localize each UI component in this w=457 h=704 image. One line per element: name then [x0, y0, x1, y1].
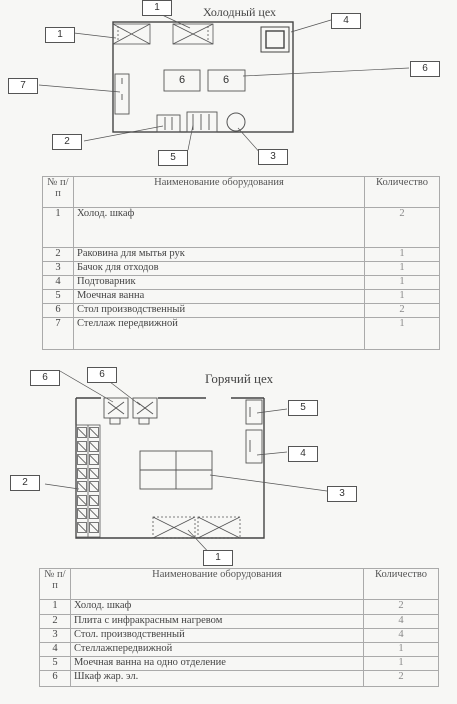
hot-table-body	[40, 600, 439, 687]
burner-icon	[89, 454, 99, 465]
burner-icon	[89, 495, 99, 506]
burner-icon	[77, 508, 87, 519]
cell-num: 2	[40, 615, 71, 629]
cell-name: Подтоварник	[74, 276, 365, 290]
cell-name: Раковина для мытья рук	[74, 248, 365, 262]
cell-qty: 2	[364, 671, 439, 687]
hot-oven-6b	[133, 398, 157, 424]
burner-icon	[77, 468, 87, 479]
cold-callout-4: 4	[331, 13, 361, 29]
cell-num: 4	[40, 643, 71, 657]
burner-icon	[77, 495, 87, 506]
table-row	[43, 248, 440, 262]
hot-fridges-1	[153, 517, 240, 538]
table-row	[43, 318, 440, 350]
hot-callout-5: 5	[288, 400, 318, 416]
table-row	[40, 629, 439, 643]
cell-num: 3	[43, 262, 74, 276]
col-num-header: № п/п	[40, 569, 71, 600]
cell-name: Стол. производственный	[71, 629, 364, 643]
cell-qty: 4	[364, 629, 439, 643]
hot-callout-1: 1	[203, 550, 233, 566]
col-name-header: Наименование оборудования	[71, 569, 364, 600]
cell-name: Холод. шкаф	[74, 208, 365, 248]
burner-icon	[89, 508, 99, 519]
table-row	[43, 262, 440, 276]
hot-stove-burners	[76, 426, 100, 536]
cold-pallet-4	[261, 27, 289, 52]
cell-num: 1	[43, 208, 74, 248]
hot-callout-2: 2	[10, 475, 40, 491]
cell-name: Бачок для отходов	[74, 262, 365, 276]
hot-callout-3: 3	[327, 486, 357, 502]
cell-qty: 4	[364, 615, 439, 629]
cell-num: 5	[40, 657, 71, 671]
cold-callout-6: 6	[410, 61, 440, 77]
col-name-header: Наименование оборудования	[74, 177, 365, 208]
table-header-row	[43, 177, 440, 208]
hot-callout-4: 4	[288, 446, 318, 462]
cell-qty: 1	[365, 276, 440, 290]
table-row	[40, 643, 439, 657]
cell-qty: 1	[365, 290, 440, 304]
cold-equipment-table	[42, 176, 440, 350]
col-num-header: № п/п	[43, 177, 74, 208]
hot-shop-title: Горячий цех	[205, 371, 274, 386]
cold-callout-2: 2	[52, 134, 82, 150]
cell-num: 5	[43, 290, 74, 304]
cold-sink-2	[157, 115, 180, 132]
cell-name: Холод. шкаф	[71, 600, 364, 615]
cold-callout-3: 3	[258, 149, 288, 165]
cell-name: Стол производственный	[74, 304, 365, 318]
hot-rack-4	[246, 430, 262, 463]
cell-qty: 1	[365, 262, 440, 276]
hot-oven-6a	[104, 398, 128, 424]
cell-num: 2	[43, 248, 74, 262]
cell-name: Моечная ванна	[74, 290, 365, 304]
col-qty-header: Количество	[365, 177, 440, 208]
cold-table-label-6a: 6	[178, 74, 186, 86]
burner-icon	[89, 427, 99, 438]
hot-callout-6a: 6	[30, 370, 60, 386]
cold-fridge-left	[113, 24, 150, 44]
cell-num: 6	[43, 304, 74, 318]
table-row	[40, 615, 439, 629]
table-row	[43, 290, 440, 304]
cold-callout-5: 5	[158, 150, 188, 166]
cold-fridge-right	[173, 24, 213, 44]
cell-qty: 1	[365, 248, 440, 262]
table-row	[43, 276, 440, 290]
burner-icon	[77, 522, 87, 533]
cell-num: 1	[40, 600, 71, 615]
cell-qty: 1	[365, 318, 440, 350]
cell-num: 7	[43, 318, 74, 350]
col-qty-header: Количество	[364, 569, 439, 600]
cell-name: Моечная ванна на одно отделение	[71, 657, 364, 671]
table-row	[40, 657, 439, 671]
cold-callout-1b: 1	[142, 0, 172, 16]
burner-icon	[77, 441, 87, 452]
cell-qty: 2	[365, 304, 440, 318]
burner-icon	[89, 481, 99, 492]
burner-icon	[89, 522, 99, 533]
table-header-row	[40, 569, 439, 600]
burner-icon	[89, 468, 99, 479]
hot-tables-3	[140, 451, 212, 489]
table-row	[43, 304, 440, 318]
burner-icon	[89, 441, 99, 452]
cell-num: 4	[43, 276, 74, 290]
table-row	[40, 600, 439, 615]
cell-name: Стеллаж передвижной	[74, 318, 365, 350]
cell-num: 6	[40, 671, 71, 687]
cell-name: Плита с инфракрасным нагревом	[71, 615, 364, 629]
hot-bath-5	[246, 400, 262, 424]
burner-icon	[77, 427, 87, 438]
cold-callout-1a: 1	[45, 27, 75, 43]
cell-name: Стеллажпередвижной	[71, 643, 364, 657]
cell-qty: 2	[365, 208, 440, 248]
cold-shop-title: Холодный цех	[203, 5, 276, 19]
hot-equipment-table	[39, 568, 439, 687]
cell-num: 3	[40, 629, 71, 643]
table-row	[40, 671, 439, 687]
cold-table-body	[43, 208, 440, 350]
cell-qty: 1	[364, 657, 439, 671]
burner-icon	[77, 481, 87, 492]
cold-waste-bin-3	[227, 113, 245, 131]
table-row	[43, 208, 440, 248]
cold-callout-7: 7	[8, 78, 38, 94]
burner-icon	[77, 454, 87, 465]
cold-bath-5	[187, 112, 217, 132]
cold-rack-7	[115, 74, 129, 114]
hot-callout-6b: 6	[87, 367, 117, 383]
cell-name: Шкаф жар. эл.	[71, 671, 364, 687]
cold-table-label-6b: 6	[222, 74, 230, 86]
cell-qty: 1	[364, 643, 439, 657]
cell-qty: 2	[364, 600, 439, 615]
